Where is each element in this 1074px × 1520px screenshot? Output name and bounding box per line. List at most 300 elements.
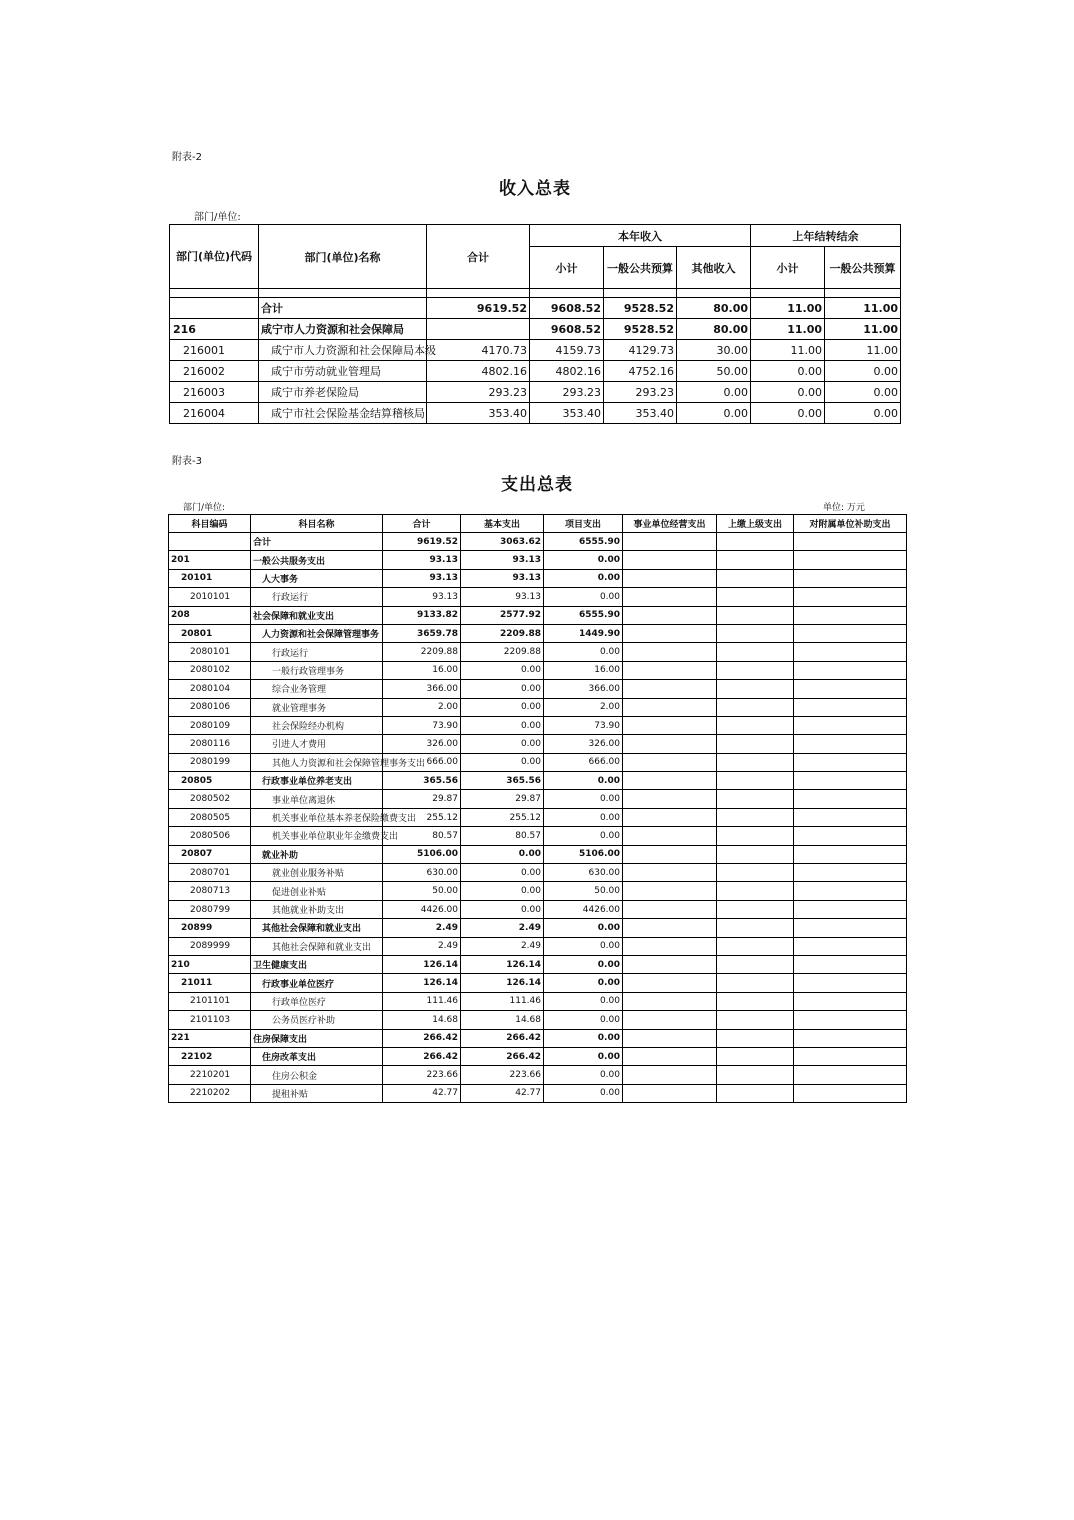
subject-code-cell: 2101101	[169, 992, 251, 1010]
subsidy-cell	[794, 900, 907, 918]
basic-cell: 2209.88	[461, 624, 544, 642]
expense-dept-label: 部门/单位:	[183, 503, 226, 513]
subsidy-cell	[794, 772, 907, 790]
subject-code-cell: 20101	[169, 569, 251, 587]
enterprise-cell	[623, 533, 717, 551]
total-cell: 293.23	[427, 382, 530, 403]
basic-cell: 0.00	[461, 900, 544, 918]
expense-row	[169, 808, 907, 826]
expense-unit-label: 单位: 万元	[823, 503, 865, 513]
expense-row	[169, 1029, 907, 1047]
prev-general-cell: 0.00	[825, 361, 901, 382]
subject-name-cell: 公务员医疗补助	[251, 1011, 383, 1029]
basic-cell: 14.68	[461, 1011, 544, 1029]
total-cell: 3659.78	[383, 624, 461, 642]
basic-cell: 2209.88	[461, 643, 544, 661]
upper-cell	[717, 1047, 794, 1065]
expense-row	[169, 827, 907, 845]
upper-cell	[717, 864, 794, 882]
subject-code-cell: 208	[169, 606, 251, 624]
upper-cell	[717, 992, 794, 1010]
expense-row	[169, 790, 907, 808]
subject-code-cell: 2080799	[169, 900, 251, 918]
expense-row	[169, 992, 907, 1010]
enterprise-cell	[623, 1047, 717, 1065]
subsidy-cell	[794, 1066, 907, 1084]
project-cell: 326.00	[544, 735, 623, 753]
total-cell: 93.13	[383, 569, 461, 587]
enterprise-cell	[623, 864, 717, 882]
general-cell: 353.40	[604, 403, 677, 424]
dept-name-cell: 咸宁市养老保险局	[259, 382, 427, 403]
subject-code-cell: 2080505	[169, 808, 251, 826]
general-cell: 9528.52	[604, 298, 677, 319]
enterprise-cell	[623, 753, 717, 771]
subject-name-cell: 事业单位离退休	[251, 790, 383, 808]
general-cell: 4752.16	[604, 361, 677, 382]
enterprise-cell	[623, 698, 717, 716]
subsidy-cell	[794, 845, 907, 863]
basic-cell: 0.00	[461, 661, 544, 679]
total-cell: 80.57	[383, 827, 461, 845]
enterprise-cell	[623, 1084, 717, 1102]
subject-name-cell: 提租补贴	[251, 1084, 383, 1102]
project-cell: 0.00	[544, 974, 623, 992]
total-cell: 50.00	[383, 882, 461, 900]
subtotal-cell: 9608.52	[530, 319, 604, 340]
spacer-cell	[530, 289, 604, 298]
general-cell: 4129.73	[604, 340, 677, 361]
upper-cell	[717, 533, 794, 551]
upper-cell	[717, 661, 794, 679]
subsidy-cell	[794, 864, 907, 882]
expense-row	[169, 624, 907, 642]
basic-cell: 0.00	[461, 882, 544, 900]
project-cell: 0.00	[544, 551, 623, 569]
exp-header-project: 项目支出	[544, 515, 623, 533]
total-cell: 366.00	[383, 680, 461, 698]
subsidy-cell	[794, 716, 907, 734]
enterprise-cell	[623, 624, 717, 642]
expense-row	[169, 1047, 907, 1065]
expense-row	[169, 900, 907, 918]
total-cell: 111.46	[383, 992, 461, 1010]
exp-header-code: 科目编码	[169, 515, 251, 533]
expense-row	[169, 937, 907, 955]
total-cell: 266.42	[383, 1029, 461, 1047]
enterprise-cell	[623, 992, 717, 1010]
enterprise-cell	[623, 680, 717, 698]
expense-row	[169, 955, 907, 973]
income-row	[170, 382, 901, 403]
total-cell: 353.40	[427, 403, 530, 424]
basic-cell: 266.42	[461, 1029, 544, 1047]
enterprise-cell	[623, 569, 717, 587]
subtotal-cell: 9608.52	[530, 298, 604, 319]
prev-subtotal-cell: 11.00	[751, 319, 825, 340]
subject-code-cell: 2210201	[169, 1066, 251, 1084]
header-prev-subtotal: 小计	[751, 247, 825, 289]
other-cell: 0.00	[677, 382, 751, 403]
dept-name-cell: 咸宁市社会保险基金结算稽核局	[259, 403, 427, 424]
subsidy-cell	[794, 992, 907, 1010]
subject-code-cell: 2080502	[169, 790, 251, 808]
subsidy-cell	[794, 1011, 907, 1029]
total-cell: 29.87	[383, 790, 461, 808]
subject-name-cell: 人大事务	[251, 569, 383, 587]
total-cell: 5106.00	[383, 845, 461, 863]
enterprise-cell	[623, 772, 717, 790]
subsidy-cell	[794, 551, 907, 569]
subject-name-cell: 行政单位医疗	[251, 992, 383, 1010]
prev-subtotal-cell: 0.00	[751, 382, 825, 403]
expense-row	[169, 551, 907, 569]
subject-name-cell: 其他人力资源和社会保障管理事务支出	[251, 753, 383, 771]
subsidy-cell	[794, 588, 907, 606]
exp-header-basic: 基本支出	[461, 515, 544, 533]
expense-row	[169, 716, 907, 734]
prev-subtotal-cell: 0.00	[751, 361, 825, 382]
expense-row	[169, 974, 907, 992]
header-other-income: 其他收入	[677, 247, 751, 289]
subtotal-cell: 4802.16	[530, 361, 604, 382]
subject-code-cell: 2080109	[169, 716, 251, 734]
subject-name-cell: 引进人才费用	[251, 735, 383, 753]
spacer-cell	[677, 289, 751, 298]
project-cell: 0.00	[544, 919, 623, 937]
subject-code-cell: 2210202	[169, 1084, 251, 1102]
expense-row	[169, 680, 907, 698]
subject-name-cell: 合计	[251, 533, 383, 551]
total-cell: 4426.00	[383, 900, 461, 918]
subject-code-cell: 2080713	[169, 882, 251, 900]
basic-cell: 0.00	[461, 716, 544, 734]
upper-cell	[717, 1084, 794, 1102]
project-cell: 0.00	[544, 808, 623, 826]
spacer-cell	[427, 289, 530, 298]
enterprise-cell	[623, 716, 717, 734]
subject-name-cell: 其他社会保障和就业支出	[251, 919, 383, 937]
income-row	[170, 319, 901, 340]
project-cell: 0.00	[544, 588, 623, 606]
subsidy-cell	[794, 882, 907, 900]
expense-row	[169, 1011, 907, 1029]
dept-code-cell: 216001	[170, 340, 259, 361]
expense-row	[169, 772, 907, 790]
dept-code-cell: 216002	[170, 361, 259, 382]
dept-code-cell: 216	[170, 319, 259, 340]
prev-general-cell: 0.00	[825, 382, 901, 403]
subject-code-cell: 2080101	[169, 643, 251, 661]
subject-name-cell: 行政事业单位医疗	[251, 974, 383, 992]
total-cell: 365.56	[383, 772, 461, 790]
upper-cell	[717, 974, 794, 992]
prev-subtotal-cell: 0.00	[751, 403, 825, 424]
subject-code-cell: 210	[169, 955, 251, 973]
spacer-cell	[259, 289, 427, 298]
subject-name-cell: 就业创业服务补贴	[251, 864, 383, 882]
header-prev-year: 上年结转结余	[751, 225, 901, 247]
subject-name-cell: 就业管理事务	[251, 698, 383, 716]
enterprise-cell	[623, 919, 717, 937]
prev-general-cell: 11.00	[825, 319, 901, 340]
subject-code-cell	[169, 533, 251, 551]
header-general-budget: 一般公共预算	[604, 247, 677, 289]
total-cell: 93.13	[383, 551, 461, 569]
total-cell: 666.00	[383, 753, 461, 771]
dept-name-cell: 咸宁市人力资源和社会保障局	[259, 319, 427, 340]
basic-cell: 126.14	[461, 955, 544, 973]
subtotal-cell: 4159.73	[530, 340, 604, 361]
subject-code-cell: 2089999	[169, 937, 251, 955]
basic-cell: 93.13	[461, 588, 544, 606]
total-cell: 266.42	[383, 1047, 461, 1065]
subsidy-cell	[794, 533, 907, 551]
enterprise-cell	[623, 551, 717, 569]
expense-row	[169, 1084, 907, 1102]
project-cell: 0.00	[544, 955, 623, 973]
basic-cell: 0.00	[461, 753, 544, 771]
exp-header-upper: 上缴上级支出	[717, 515, 794, 533]
subsidy-cell	[794, 919, 907, 937]
subsidy-cell	[794, 1084, 907, 1102]
basic-cell: 29.87	[461, 790, 544, 808]
upper-cell	[717, 735, 794, 753]
other-cell: 30.00	[677, 340, 751, 361]
expense-row	[169, 661, 907, 679]
basic-cell: 2577.92	[461, 606, 544, 624]
basic-cell: 0.00	[461, 735, 544, 753]
upper-cell	[717, 680, 794, 698]
subsidy-cell	[794, 808, 907, 826]
subject-code-cell: 20899	[169, 919, 251, 937]
basic-cell: 2.49	[461, 919, 544, 937]
dept-name-cell: 咸宁市劳动就业管理局	[259, 361, 427, 382]
income-row	[170, 340, 901, 361]
enterprise-cell	[623, 955, 717, 973]
subject-code-cell: 20805	[169, 772, 251, 790]
total-cell: 9619.52	[427, 298, 530, 319]
subject-name-cell: 就业补助	[251, 845, 383, 863]
prev-general-cell: 11.00	[825, 298, 901, 319]
subject-code-cell: 2080506	[169, 827, 251, 845]
enterprise-cell	[623, 790, 717, 808]
exp-header-name: 科目名称	[251, 515, 383, 533]
subject-code-cell: 2010101	[169, 588, 251, 606]
dept-code-cell: 216004	[170, 403, 259, 424]
subject-code-cell: 2080106	[169, 698, 251, 716]
exp-header-subsidy: 对附属单位补助支出	[794, 515, 907, 533]
subject-code-cell: 2080102	[169, 661, 251, 679]
subsidy-cell	[794, 753, 907, 771]
project-cell: 16.00	[544, 661, 623, 679]
dept-name-cell: 合计	[259, 298, 427, 319]
subject-code-cell: 22102	[169, 1047, 251, 1065]
expense-row	[169, 698, 907, 716]
project-cell: 0.00	[544, 1066, 623, 1084]
enterprise-cell	[623, 1011, 717, 1029]
general-cell: 293.23	[604, 382, 677, 403]
subtotal-cell: 353.40	[530, 403, 604, 424]
basic-cell: 223.66	[461, 1066, 544, 1084]
other-cell: 80.00	[677, 319, 751, 340]
expense-row	[169, 569, 907, 587]
subject-name-cell: 人力资源和社会保障管理事务	[251, 624, 383, 642]
enterprise-cell	[623, 808, 717, 826]
total-cell: 126.14	[383, 955, 461, 973]
upper-cell	[717, 919, 794, 937]
expense-row	[169, 735, 907, 753]
general-cell: 9528.52	[604, 319, 677, 340]
spacer-cell	[751, 289, 825, 298]
prev-general-cell: 11.00	[825, 340, 901, 361]
exp-header-enterprise: 事业单位经营支出	[623, 515, 717, 533]
total-cell: 223.66	[383, 1066, 461, 1084]
project-cell: 0.00	[544, 790, 623, 808]
project-cell: 0.00	[544, 1011, 623, 1029]
total-cell: 9619.52	[383, 533, 461, 551]
project-cell: 0.00	[544, 1047, 623, 1065]
upper-cell	[717, 955, 794, 973]
spacer-cell	[604, 289, 677, 298]
subject-code-cell: 20807	[169, 845, 251, 863]
subsidy-cell	[794, 624, 907, 642]
project-cell: 630.00	[544, 864, 623, 882]
upper-cell	[717, 606, 794, 624]
subsidy-cell	[794, 1029, 907, 1047]
expense-row	[169, 882, 907, 900]
subsidy-cell	[794, 827, 907, 845]
income-table	[169, 224, 901, 424]
upper-cell	[717, 772, 794, 790]
enterprise-cell	[623, 845, 717, 863]
subject-code-cell: 20801	[169, 624, 251, 642]
upper-cell	[717, 827, 794, 845]
project-cell: 1449.90	[544, 624, 623, 642]
header-subtotal: 小计	[530, 247, 604, 289]
project-cell: 0.00	[544, 827, 623, 845]
expense-title: 支出总表	[501, 475, 573, 495]
subject-name-cell: 其他就业补助支出	[251, 900, 383, 918]
total-cell: 630.00	[383, 864, 461, 882]
income-attachment-label: 附表-2	[172, 152, 202, 163]
project-cell: 0.00	[544, 992, 623, 1010]
enterprise-cell	[623, 900, 717, 918]
subject-code-cell: 2101103	[169, 1011, 251, 1029]
upper-cell	[717, 624, 794, 642]
expense-row	[169, 919, 907, 937]
expense-row	[169, 753, 907, 771]
expense-row	[169, 1066, 907, 1084]
expense-table	[168, 514, 907, 1103]
enterprise-cell	[623, 827, 717, 845]
subject-code-cell: 2080199	[169, 753, 251, 771]
upper-cell	[717, 937, 794, 955]
subsidy-cell	[794, 1047, 907, 1065]
subsidy-cell	[794, 643, 907, 661]
total-cell: 93.13	[383, 588, 461, 606]
subsidy-cell	[794, 735, 907, 753]
expense-row	[169, 533, 907, 551]
subject-name-cell: 一般公共服务支出	[251, 551, 383, 569]
enterprise-cell	[623, 1066, 717, 1084]
expense-attachment-label: 附表-3	[172, 456, 202, 467]
subject-name-cell: 行政运行	[251, 588, 383, 606]
dept-code-cell	[170, 298, 259, 319]
subsidy-cell	[794, 974, 907, 992]
income-row	[170, 361, 901, 382]
project-cell: 5106.00	[544, 845, 623, 863]
subsidy-cell	[794, 680, 907, 698]
prev-general-cell: 0.00	[825, 403, 901, 424]
upper-cell	[717, 882, 794, 900]
expense-row	[169, 845, 907, 863]
spacer-cell	[170, 289, 259, 298]
basic-cell: 2.49	[461, 937, 544, 955]
total-cell: 255.12	[383, 808, 461, 826]
basic-cell: 42.77	[461, 1084, 544, 1102]
project-cell: 0.00	[544, 643, 623, 661]
header-dept-code: 部门(单位)代码	[170, 225, 259, 289]
income-row	[170, 403, 901, 424]
subsidy-cell	[794, 790, 907, 808]
upper-cell	[717, 900, 794, 918]
dept-name-cell: 咸宁市人力资源和社会保障局本级	[259, 340, 427, 361]
header-dept-name: 部门(单位)名称	[259, 225, 427, 289]
header-total: 合计	[427, 225, 530, 289]
subject-name-cell: 社会保险经办机构	[251, 716, 383, 734]
total-cell: 4802.16	[427, 361, 530, 382]
other-cell: 50.00	[677, 361, 751, 382]
subject-name-cell: 住房保障支出	[251, 1029, 383, 1047]
subject-name-cell: 促进创业补贴	[251, 882, 383, 900]
subject-code-cell: 2080701	[169, 864, 251, 882]
total-cell: 2.49	[383, 919, 461, 937]
expense-row	[169, 606, 907, 624]
expense-row	[169, 864, 907, 882]
dept-code-cell: 216003	[170, 382, 259, 403]
basic-cell: 365.56	[461, 772, 544, 790]
enterprise-cell	[623, 661, 717, 679]
subject-code-cell: 2080104	[169, 680, 251, 698]
subject-name-cell: 机关事业单位基本养老保险缴费支出	[251, 808, 383, 826]
subsidy-cell	[794, 937, 907, 955]
subsidy-cell	[794, 955, 907, 973]
enterprise-cell	[623, 1029, 717, 1047]
total-cell: 14.68	[383, 1011, 461, 1029]
project-cell: 6555.90	[544, 533, 623, 551]
total-cell: 42.77	[383, 1084, 461, 1102]
basic-cell: 126.14	[461, 974, 544, 992]
subject-name-cell: 行政运行	[251, 643, 383, 661]
total-cell: 73.90	[383, 716, 461, 734]
project-cell: 0.00	[544, 1084, 623, 1102]
basic-cell: 80.57	[461, 827, 544, 845]
expense-row	[169, 643, 907, 661]
subject-name-cell: 综合业务管理	[251, 680, 383, 698]
upper-cell	[717, 1029, 794, 1047]
subject-code-cell: 21011	[169, 974, 251, 992]
subject-code-cell: 221	[169, 1029, 251, 1047]
upper-cell	[717, 1011, 794, 1029]
income-title: 收入总表	[499, 179, 571, 199]
project-cell: 0.00	[544, 569, 623, 587]
upper-cell	[717, 1066, 794, 1084]
project-cell: 73.90	[544, 716, 623, 734]
other-cell: 0.00	[677, 403, 751, 424]
enterprise-cell	[623, 937, 717, 955]
project-cell: 666.00	[544, 753, 623, 771]
